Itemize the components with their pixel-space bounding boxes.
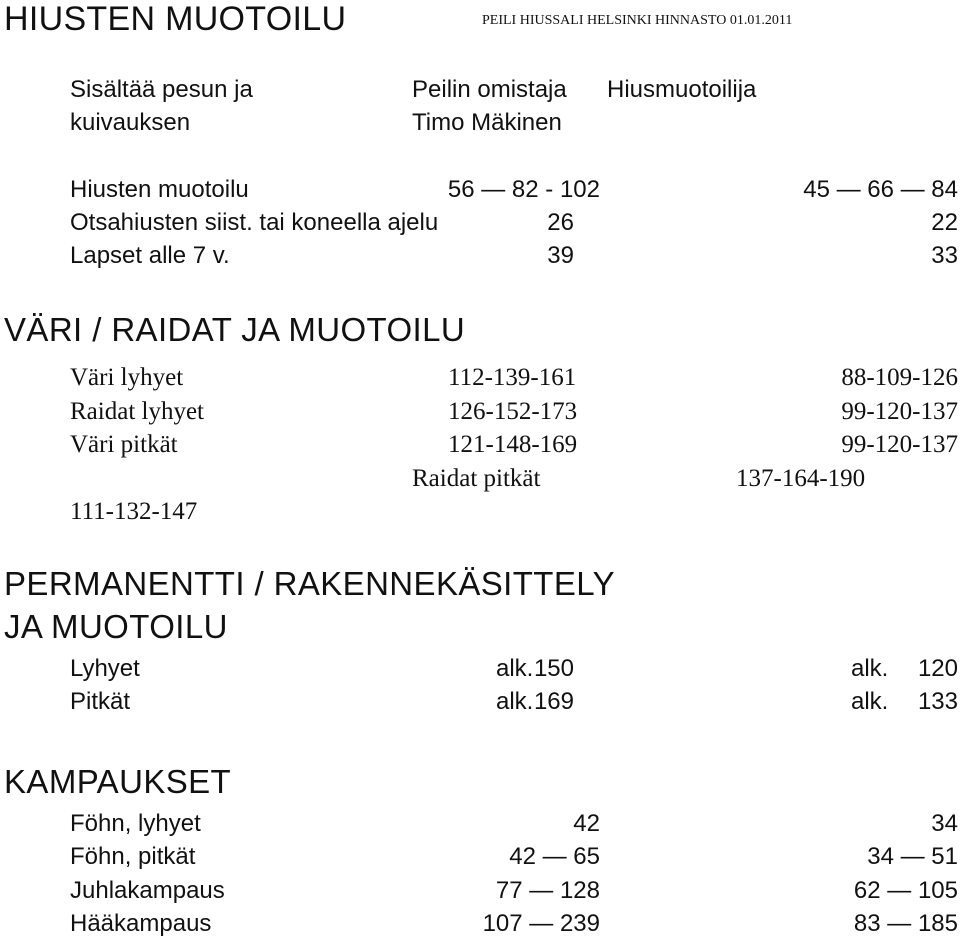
permanentti-row-label: Lyhyet (70, 655, 140, 682)
intro-owner-title: Peilin omistaja (412, 76, 567, 103)
vari-raidat-pitkat-label: Raidat pitkät (412, 465, 541, 492)
vari-row-label: Väri pitkät (70, 431, 178, 458)
muotoilu-row-stylist-price: 45 — 66 — 84 (803, 176, 958, 203)
permanentti-row-owner-price: 169 (533, 688, 574, 715)
kampaukset-row-label: Juhlakampaus (70, 877, 225, 904)
section-heading-vari: VÄRI / RAIDAT JA MUOTOILU (4, 311, 466, 348)
permanentti-row-stylist-price: 120 (917, 655, 958, 682)
muotoilu-row-owner-price: 56 — 82 - 102 (447, 176, 600, 203)
section-heading-kampaukset: KAMPAUKSET (4, 763, 232, 800)
muotoilu-row-label: Hiusten muotoilu (70, 176, 249, 203)
vari-row-label: Väri lyhyet (70, 364, 184, 391)
section-heading-permanentti-line2: JA MUOTOILU (4, 608, 228, 645)
vari-row-owner-price: 126-152-173 (448, 398, 578, 425)
vari-row-label: Raidat lyhyet (70, 398, 204, 425)
intro-owner-name: Timo Mäkinen (412, 109, 562, 136)
kampaukset-row-stylist-price: 34 — 51 (867, 843, 958, 870)
permanentti-row-stylist-prefix: alk. (851, 688, 889, 715)
vari-row-stylist-price: 99-120-137 (841, 431, 958, 458)
kampaukset-row-label: Hääkampaus (70, 910, 212, 937)
kampaukset-row-stylist-price: 34 (931, 810, 958, 837)
permanentti-row-stylist-prefix: alk. (851, 655, 889, 682)
vari-row-stylist-price: 99-120-137 (841, 398, 958, 425)
muotoilu-row-label: Otsahiusten siist. tai koneella ajelu (70, 209, 439, 236)
intro-col1-line1: Sisältää pesun ja (70, 76, 253, 103)
kampaukset-row-owner-price: 77 — 128 (495, 877, 600, 904)
vari-raidat-pitkat-price: 137-164-190 (736, 465, 866, 492)
kampaukset-row-owner-price: 42 — 65 (509, 843, 600, 870)
kampaukset-row-owner-price: 107 — 239 (482, 910, 600, 937)
permanentti-row-stylist-price: 133 (917, 688, 958, 715)
kampaukset-row-label: Föhn, pitkät (70, 843, 196, 870)
muotoilu-row-label: Lapset alle 7 v. (70, 242, 230, 269)
kampaukset-row-stylist-price: 83 — 185 (853, 910, 958, 937)
muotoilu-row-owner-price: 39 (547, 242, 574, 269)
vari-row-owner-price: 112-139-161 (448, 364, 577, 391)
kampaukset-row-label: Föhn, lyhyet (70, 810, 201, 837)
vari-row-owner-price: 121-148-169 (448, 431, 578, 458)
muotoilu-row-stylist-price: 33 (931, 242, 958, 269)
permanentti-row-owner-prefix: alk. (496, 688, 534, 715)
kampaukset-row-stylist-price: 62 — 105 (853, 877, 958, 904)
intro-stylist-title: Hiusmuotoilija (607, 76, 757, 103)
permanentti-row-owner-prefix: alk. (496, 655, 534, 682)
section-heading-permanentti: PERMANENTTI / RAKENNEKÄSITTELY (4, 565, 615, 602)
permanentti-row-owner-price: 150 (533, 655, 574, 682)
permanentti-row-label: Pitkät (70, 688, 131, 715)
vari-raidat-pitkat-price-2: 111-132-147 (70, 498, 198, 525)
vari-row-stylist-price: 88-109-126 (841, 364, 958, 391)
muotoilu-row-stylist-price: 22 (931, 209, 958, 236)
page-title: HIUSTEN MUOTOILU (4, 0, 347, 38)
intro-col1-line2: kuivauksen (70, 109, 191, 136)
muotoilu-row-owner-price: 26 (547, 209, 574, 236)
kampaukset-row-owner-price: 42 (573, 810, 600, 837)
page-subtitle: PEILI HIUSSALI HELSINKI HINNASTO 01.01.2011 (482, 13, 793, 28)
